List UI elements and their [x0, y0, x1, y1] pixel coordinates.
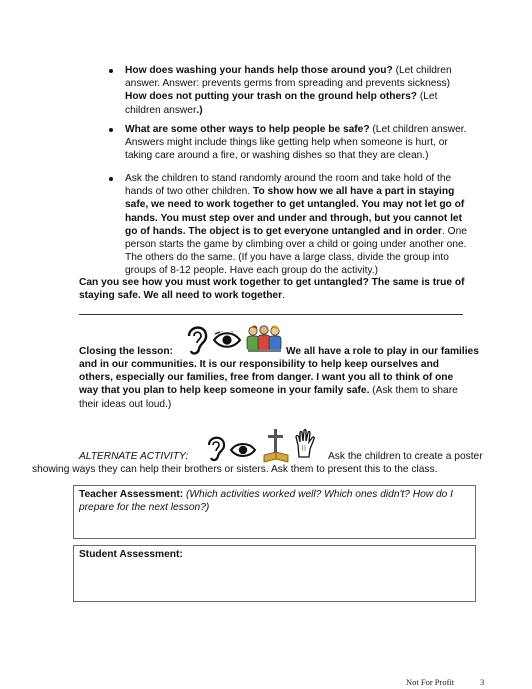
bullet-line: [125, 90, 437, 103]
text-span: their ideas out loud.): [79, 398, 172, 410]
teacher-assessment-prompt-2: prepare for the next lesson?): [79, 502, 210, 513]
text-span: How does washing your hands help those around you?: [125, 65, 393, 76]
closing-first-line: We all have a role to play in our families: [286, 346, 479, 357]
text-span: taking care around a fire, or washing dishes so that they are clean.): [125, 150, 429, 162]
bullet-line: [125, 172, 451, 185]
text-span: What are some other ways to help people be safe?: [125, 124, 370, 135]
text-span: and in our communities. It is our responsibility to help keep ourselves and: [79, 359, 440, 370]
text-span: Ask the children to stand randomly around the room and take hold of the: [125, 173, 452, 184]
text-span: How does not putting your trash on the ground help others?: [125, 91, 418, 103]
bullet-line: [125, 238, 466, 251]
bullet-dot: [109, 69, 113, 73]
text-span: (Ask them to share: [369, 385, 458, 397]
student-assessment-box[interactable]: [73, 545, 476, 602]
footer-note: Not For Profit: [406, 677, 455, 687]
bullet-line: [125, 185, 454, 198]
text-span: hands. You must step over and under and through, but you cannot let: [125, 212, 462, 224]
text-span: The others do the same. (If you have a large class, divide the group into: [125, 252, 449, 264]
summary-line: [79, 276, 464, 289]
bullet-line: [125, 64, 452, 77]
cross-bible-icon: [263, 427, 289, 465]
text-span: children answer: [125, 104, 197, 116]
text-span: others, especially our families, free from danger. I want you all to think of one: [79, 372, 454, 384]
text-span: answer. Answer: prevents germs from spreading and prevents sickness): [125, 78, 451, 90]
text-span: groups of 8-12 people. Have each group do the activity.): [125, 265, 378, 277]
closing-line: [79, 358, 439, 371]
bullet-line: [125, 136, 448, 149]
bullet-dot: [109, 177, 113, 181]
bullet-line: [125, 225, 467, 238]
text-span: way that you plan to help keep someone in your family safe.: [79, 385, 370, 397]
page-number: 3: [480, 677, 485, 687]
teacher-assessment-prompt-1: (Which activities worked well? Which ones didn't? How do I: [186, 489, 453, 500]
closing-line: [79, 398, 171, 411]
ear-icon: [205, 433, 227, 463]
summary-line: [79, 289, 285, 302]
eye-icon: [212, 331, 242, 351]
praying-hand-icon: [293, 429, 317, 459]
text-span: Can you see how you must work together to get untangled? The same is true of: [79, 277, 465, 288]
bullet-line: [125, 198, 464, 211]
closing-line: [79, 384, 458, 397]
text-span: Answers might include things like getting help when someone is hurt, or: [125, 137, 448, 149]
closing-label: Closing the lesson:: [79, 346, 173, 357]
bullet-dot: [109, 128, 113, 132]
student-assessment-label: Student Assessment:: [79, 549, 183, 560]
bullet-line: [125, 123, 466, 136]
alternate-label: ALTERNATE ACTIVITY:: [79, 451, 189, 462]
text-span: .: [282, 290, 285, 302]
text-span: .): [196, 104, 203, 116]
children-group-icon: [244, 324, 284, 354]
text-span: . One: [441, 225, 467, 237]
teacher-assessment-box[interactable]: [73, 485, 476, 539]
text-span: person starts the game by climbing over a child or going under another one.: [125, 239, 467, 250]
text-span: go of hands. The object is to get everyone untangled and in order: [125, 225, 442, 237]
text-span: safe, we need to work together to get untangled. You may not let go of: [125, 199, 465, 211]
text-span: (Let: [417, 91, 438, 103]
bullet-line: [125, 212, 462, 225]
text-span: hands of two other children.: [125, 186, 253, 198]
bullet-line: [125, 251, 449, 264]
bullet-line: [125, 149, 429, 162]
alternate-second-line: showing ways they can help their brothers or sisters. Ask them to present this to the class.: [32, 464, 438, 475]
text-span: To show how we all have a part in staying: [253, 186, 455, 198]
section-divider: [79, 314, 463, 315]
alternate-first-line: Ask the children to create a poster: [328, 451, 483, 462]
bullet-line: [125, 77, 450, 90]
eye-icon: [229, 442, 257, 460]
text-span: staying safe. We all need to work together: [79, 290, 283, 302]
text-span: (Let children answer.: [369, 124, 467, 135]
ear-icon: [183, 322, 211, 356]
teacher-assessment-label: Teacher Assessment:: [79, 489, 184, 500]
closing-line: [79, 371, 453, 384]
bullet-line: [125, 104, 203, 117]
text-span: (Let children: [392, 65, 452, 76]
